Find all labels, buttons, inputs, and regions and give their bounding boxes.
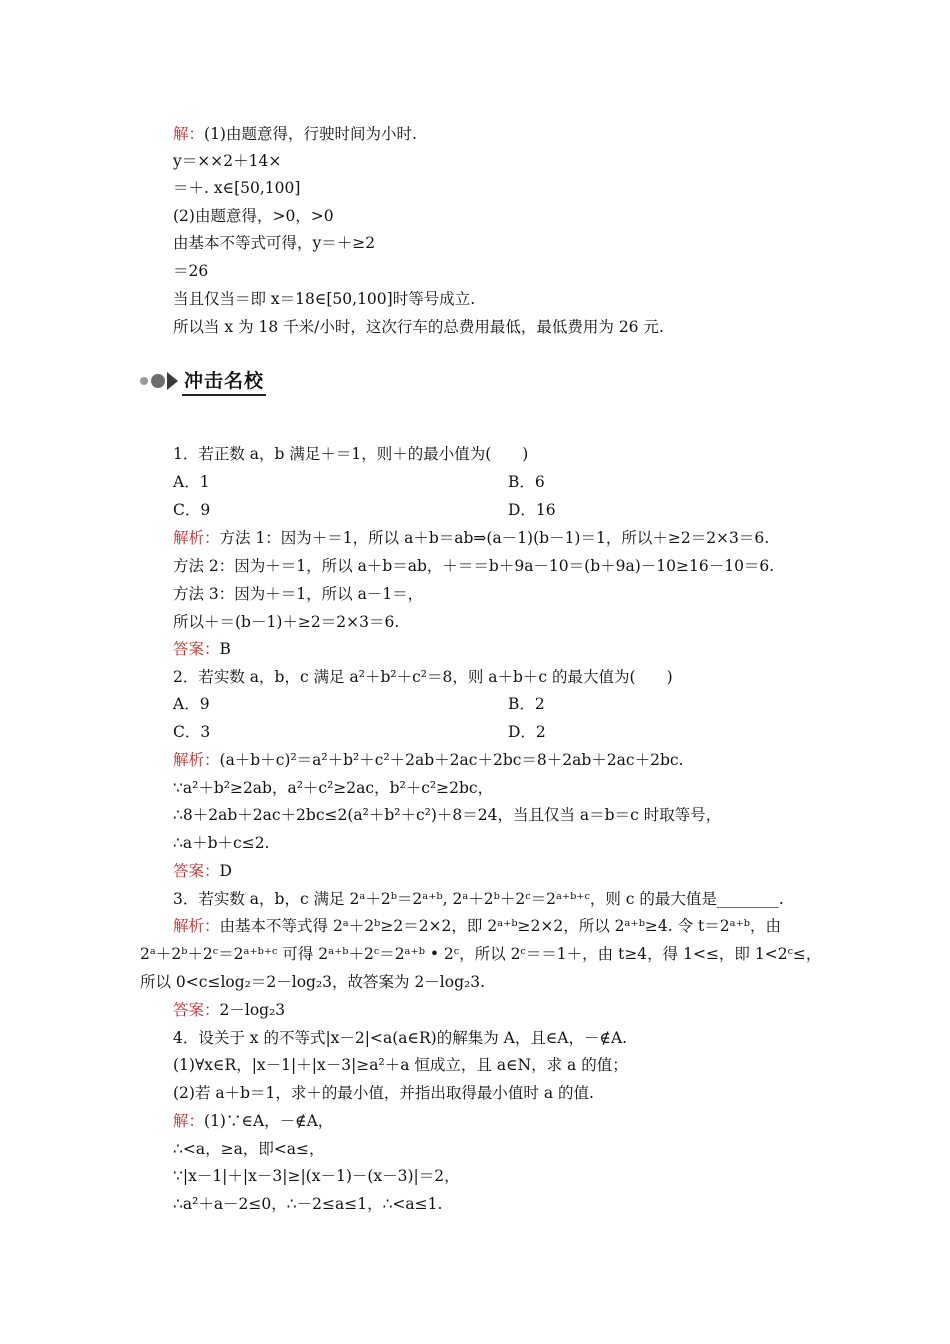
option-c: C．3 xyxy=(173,723,211,741)
answer-value: D xyxy=(219,862,232,880)
solution-label: 解： xyxy=(173,1112,205,1130)
solution-label: 解： xyxy=(173,125,205,143)
analysis-label: 解析： xyxy=(173,529,220,547)
option-a: A．9 xyxy=(173,695,210,713)
solution-line: ＝26 xyxy=(173,262,209,280)
answer-label: 答案： xyxy=(173,640,220,658)
question-stem: 4．设关于 x 的不等式|x－2|<a(a∈R)的解集为 A，且∈A，－∉A. xyxy=(173,1029,628,1047)
answer-line xyxy=(173,861,232,881)
solution-line: (2)由题意得，>0，>0 xyxy=(173,207,334,225)
analysis-line xyxy=(173,916,781,936)
solution-line: ＝＋. x∈[50,100] xyxy=(173,179,301,197)
question-part: (2)若 a＋b＝1，求＋的最小值，并指出取得最小值时 a 的值. xyxy=(173,1084,594,1102)
solution-text: (1)∵∈A，－∉A， xyxy=(204,1112,334,1130)
solution-line: 由基本不等式可得，y＝＋≥2 xyxy=(173,234,376,252)
analysis-line: 方法 2：因为＋＝1，所以 a＋b＝ab，＋＝＝b＋9a－10＝(b＋9a)－10≥16－10＝6. xyxy=(173,557,775,575)
analysis-line: ∴a＋b＋c≤2. xyxy=(173,834,270,852)
option-c: C．9 xyxy=(173,501,211,519)
option-d: D．16 xyxy=(508,501,556,519)
chevron-right-icon xyxy=(167,372,178,390)
solution-line: 所以当 x 为 18 千米/小时，这次行车的总费用最低，最低费用为 26 元. xyxy=(173,318,664,336)
analysis-label: 解析： xyxy=(173,751,220,769)
solution-line xyxy=(173,1111,333,1131)
section-banner xyxy=(140,366,266,396)
option-a: A．1 xyxy=(173,473,210,491)
solution-line: y＝××2＋14× xyxy=(173,152,282,170)
analysis-line: 所以 0<c≤log₂＝2－log₂3，故答案为 2－log₂3. xyxy=(140,973,486,991)
analysis-line: 2ᵃ＋2ᵇ＋2ᶜ＝2ᵃ⁺ᵇ⁺ᶜ 可得 2ᵃ⁺ᵇ＋2ᶜ＝2ᵃ⁺ᵇ • 2ᶜ，所以 2ᶜ＝＝1＋，由 t≥4，得 1<≤，即 1<2ᶜ≤， xyxy=(140,945,822,963)
solution-line: ∴a²＋a－2≤0，∴－2≤a≤1，∴<a≤1. xyxy=(173,1195,443,1213)
dot-icon xyxy=(151,374,165,388)
solution-text: (1)由题意得，行驶时间为小时. xyxy=(204,125,417,143)
section-title: 冲击名校 xyxy=(182,366,266,396)
solution-line: ∴<a，≥a，即<a≤， xyxy=(173,1140,325,1158)
analysis-label: 解析： xyxy=(173,917,220,935)
dot-icon xyxy=(140,377,148,385)
answer-label: 答案： xyxy=(173,1001,220,1019)
question-part: (1)∀x∈R，|x－1|＋|x－3|≥a²＋a 恒成立，且 a∈N，求 a 的值； xyxy=(173,1056,628,1074)
answer-value: 2－log₂3 xyxy=(219,1001,286,1019)
solution-line: 当且仅当＝即 x＝18∈[50,100]时等号成立. xyxy=(173,290,476,308)
analysis-line: 方法 3：因为＋＝1，所以 a－1＝， xyxy=(173,585,424,603)
question-stem: 2．若实数 a，b，c 满足 a²＋b²＋c²＝8，则 a＋b＋c 的最大值为( ) xyxy=(173,668,673,686)
analysis-text: 由基本不等式得 2ᵃ＋2ᵇ≥2＝2×2，即 2ᵃ⁺ᵇ≥2×2，所以 2ᵃ⁺ᵇ≥4. 令 t＝2ᵃ⁺ᵇ，由 xyxy=(219,917,781,935)
option-d: D．2 xyxy=(508,723,546,741)
analysis-line: ∴8＋2ab＋2ac＋2bc≤2(a²＋b²＋c²)＋8＝24，当且仅当 a＝b＝c 时取等号， xyxy=(173,806,722,824)
answer-value: B xyxy=(219,640,231,658)
answer-line xyxy=(173,1000,285,1020)
answer-line xyxy=(173,639,231,659)
analysis-text: 方法 1：因为＋＝1，所以 a＋b＝ab⇒(a－1)(b－1)＝1，所以＋≥2＝2×3＝6. xyxy=(219,529,770,547)
analysis-line xyxy=(173,750,684,770)
question-stem: 1．若正数 a，b 满足＋＝1，则＋的最小值为( ) xyxy=(173,445,529,463)
analysis-line xyxy=(173,528,769,548)
analysis-text: (a＋b＋c)²＝a²＋b²＋c²＋2ab＋2ac＋2bc＝8＋2ab＋2ac＋2bc. xyxy=(219,751,684,769)
solution-line xyxy=(173,124,417,144)
option-b: B．6 xyxy=(508,473,545,491)
option-b: B．2 xyxy=(508,695,545,713)
answer-label: 答案： xyxy=(173,862,220,880)
solution-line: ∵|x－1|＋|x－3|≥|(x－1)－(x－3)|＝2， xyxy=(173,1167,460,1185)
analysis-line: ∵a²＋b²≥2ab，a²＋c²≥2ac，b²＋c²≥2bc， xyxy=(173,779,494,797)
question-stem: 3．若实数 a，b，c 满足 2ᵃ＋2ᵇ＝2ᵃ⁺ᵇ, 2ᵃ＋2ᵇ＋2ᶜ＝2ᵃ⁺ᵇ⁺ᶜ，则 c 的最大值是________. xyxy=(173,890,784,908)
analysis-line: 所以＋＝(b－1)＋≥2＝2×3＝6. xyxy=(173,613,400,631)
